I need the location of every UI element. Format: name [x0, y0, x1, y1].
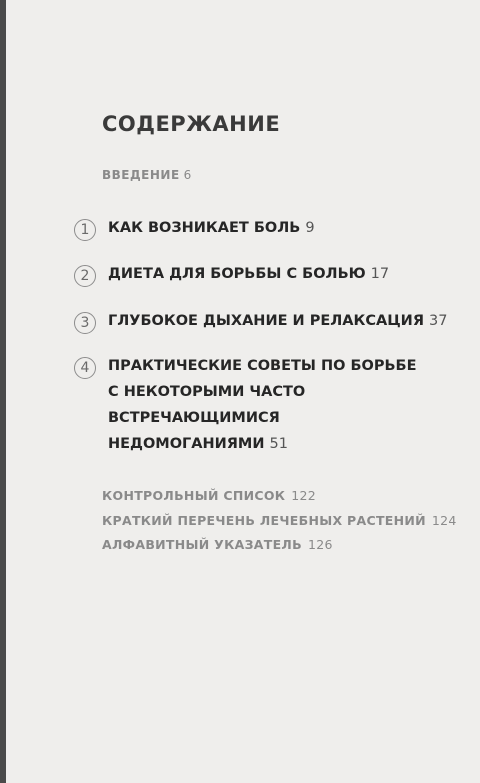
chapter-number-badge: 2 — [74, 265, 96, 287]
chapter-title-line: ПРАКТИЧЕСКИЕ СОВЕТЫ ПО БОРЬБЕ — [108, 358, 417, 374]
appendix-page-number: 124 — [431, 513, 457, 528]
toc-appendix-plants[interactable] — [102, 513, 457, 528]
chapter-page-number: 9 — [305, 220, 315, 236]
toc-chapter-3[interactable] — [74, 313, 447, 334]
chapter-title-line: С НЕКОТОРЫМИ ЧАСТО — [108, 384, 306, 400]
chapter-title-line: НЕДОМОГАНИЯМИ — [108, 436, 265, 452]
chapter-title-line: ДИЕТА ДЛЯ БОРЬБЫ С БОЛЬЮ — [108, 266, 366, 282]
chapter-number-badge: 4 — [74, 357, 96, 379]
chapter-title — [108, 353, 416, 457]
chapter-title-line: ВСТРЕЧАЮЩИМИСЯ — [108, 410, 280, 426]
chapter-title-line: КАК ВОЗНИКАЕТ БОЛЬ — [108, 220, 301, 236]
chapter-title — [108, 308, 447, 334]
toc-chapter-1[interactable] — [74, 220, 315, 241]
toc-title: СОДЕРЖАНИЕ — [102, 112, 281, 136]
chapter-number-badge: 1 — [74, 219, 96, 241]
intro-label: ВВЕДЕНИЕ — [102, 168, 180, 182]
intro-page-number: 6 — [183, 168, 192, 182]
chapter-title-line: ГЛУБОКОЕ ДЫХАНИЕ И РЕЛАКСАЦИЯ — [108, 313, 424, 329]
toc-appendix-index[interactable] — [102, 537, 333, 552]
toc-intro-entry[interactable] — [102, 168, 192, 182]
toc-chapter-2[interactable] — [74, 266, 389, 287]
book-page — [6, 0, 480, 783]
chapter-page-number: 17 — [370, 266, 390, 282]
chapter-number-badge: 3 — [74, 312, 96, 334]
appendix-label: АЛФАВИТНЫЙ УКАЗАТЕЛЬ — [102, 537, 302, 552]
chapter-title — [108, 261, 389, 287]
appendix-page-number: 122 — [291, 488, 317, 503]
chapter-page-number: 37 — [428, 313, 448, 329]
appendix-page-number: 126 — [307, 537, 333, 552]
chapter-page-number: 51 — [269, 436, 288, 452]
toc-chapter-4[interactable] — [74, 358, 416, 457]
appendix-label: КРАТКИЙ ПЕРЕЧЕНЬ ЛЕЧЕБНЫХ РАСТЕНИЙ — [102, 513, 426, 528]
appendix-label: КОНТРОЛЬНЫЙ СПИСОК — [102, 488, 286, 503]
chapter-title — [108, 215, 315, 241]
toc-appendix-checklist[interactable] — [102, 488, 316, 503]
